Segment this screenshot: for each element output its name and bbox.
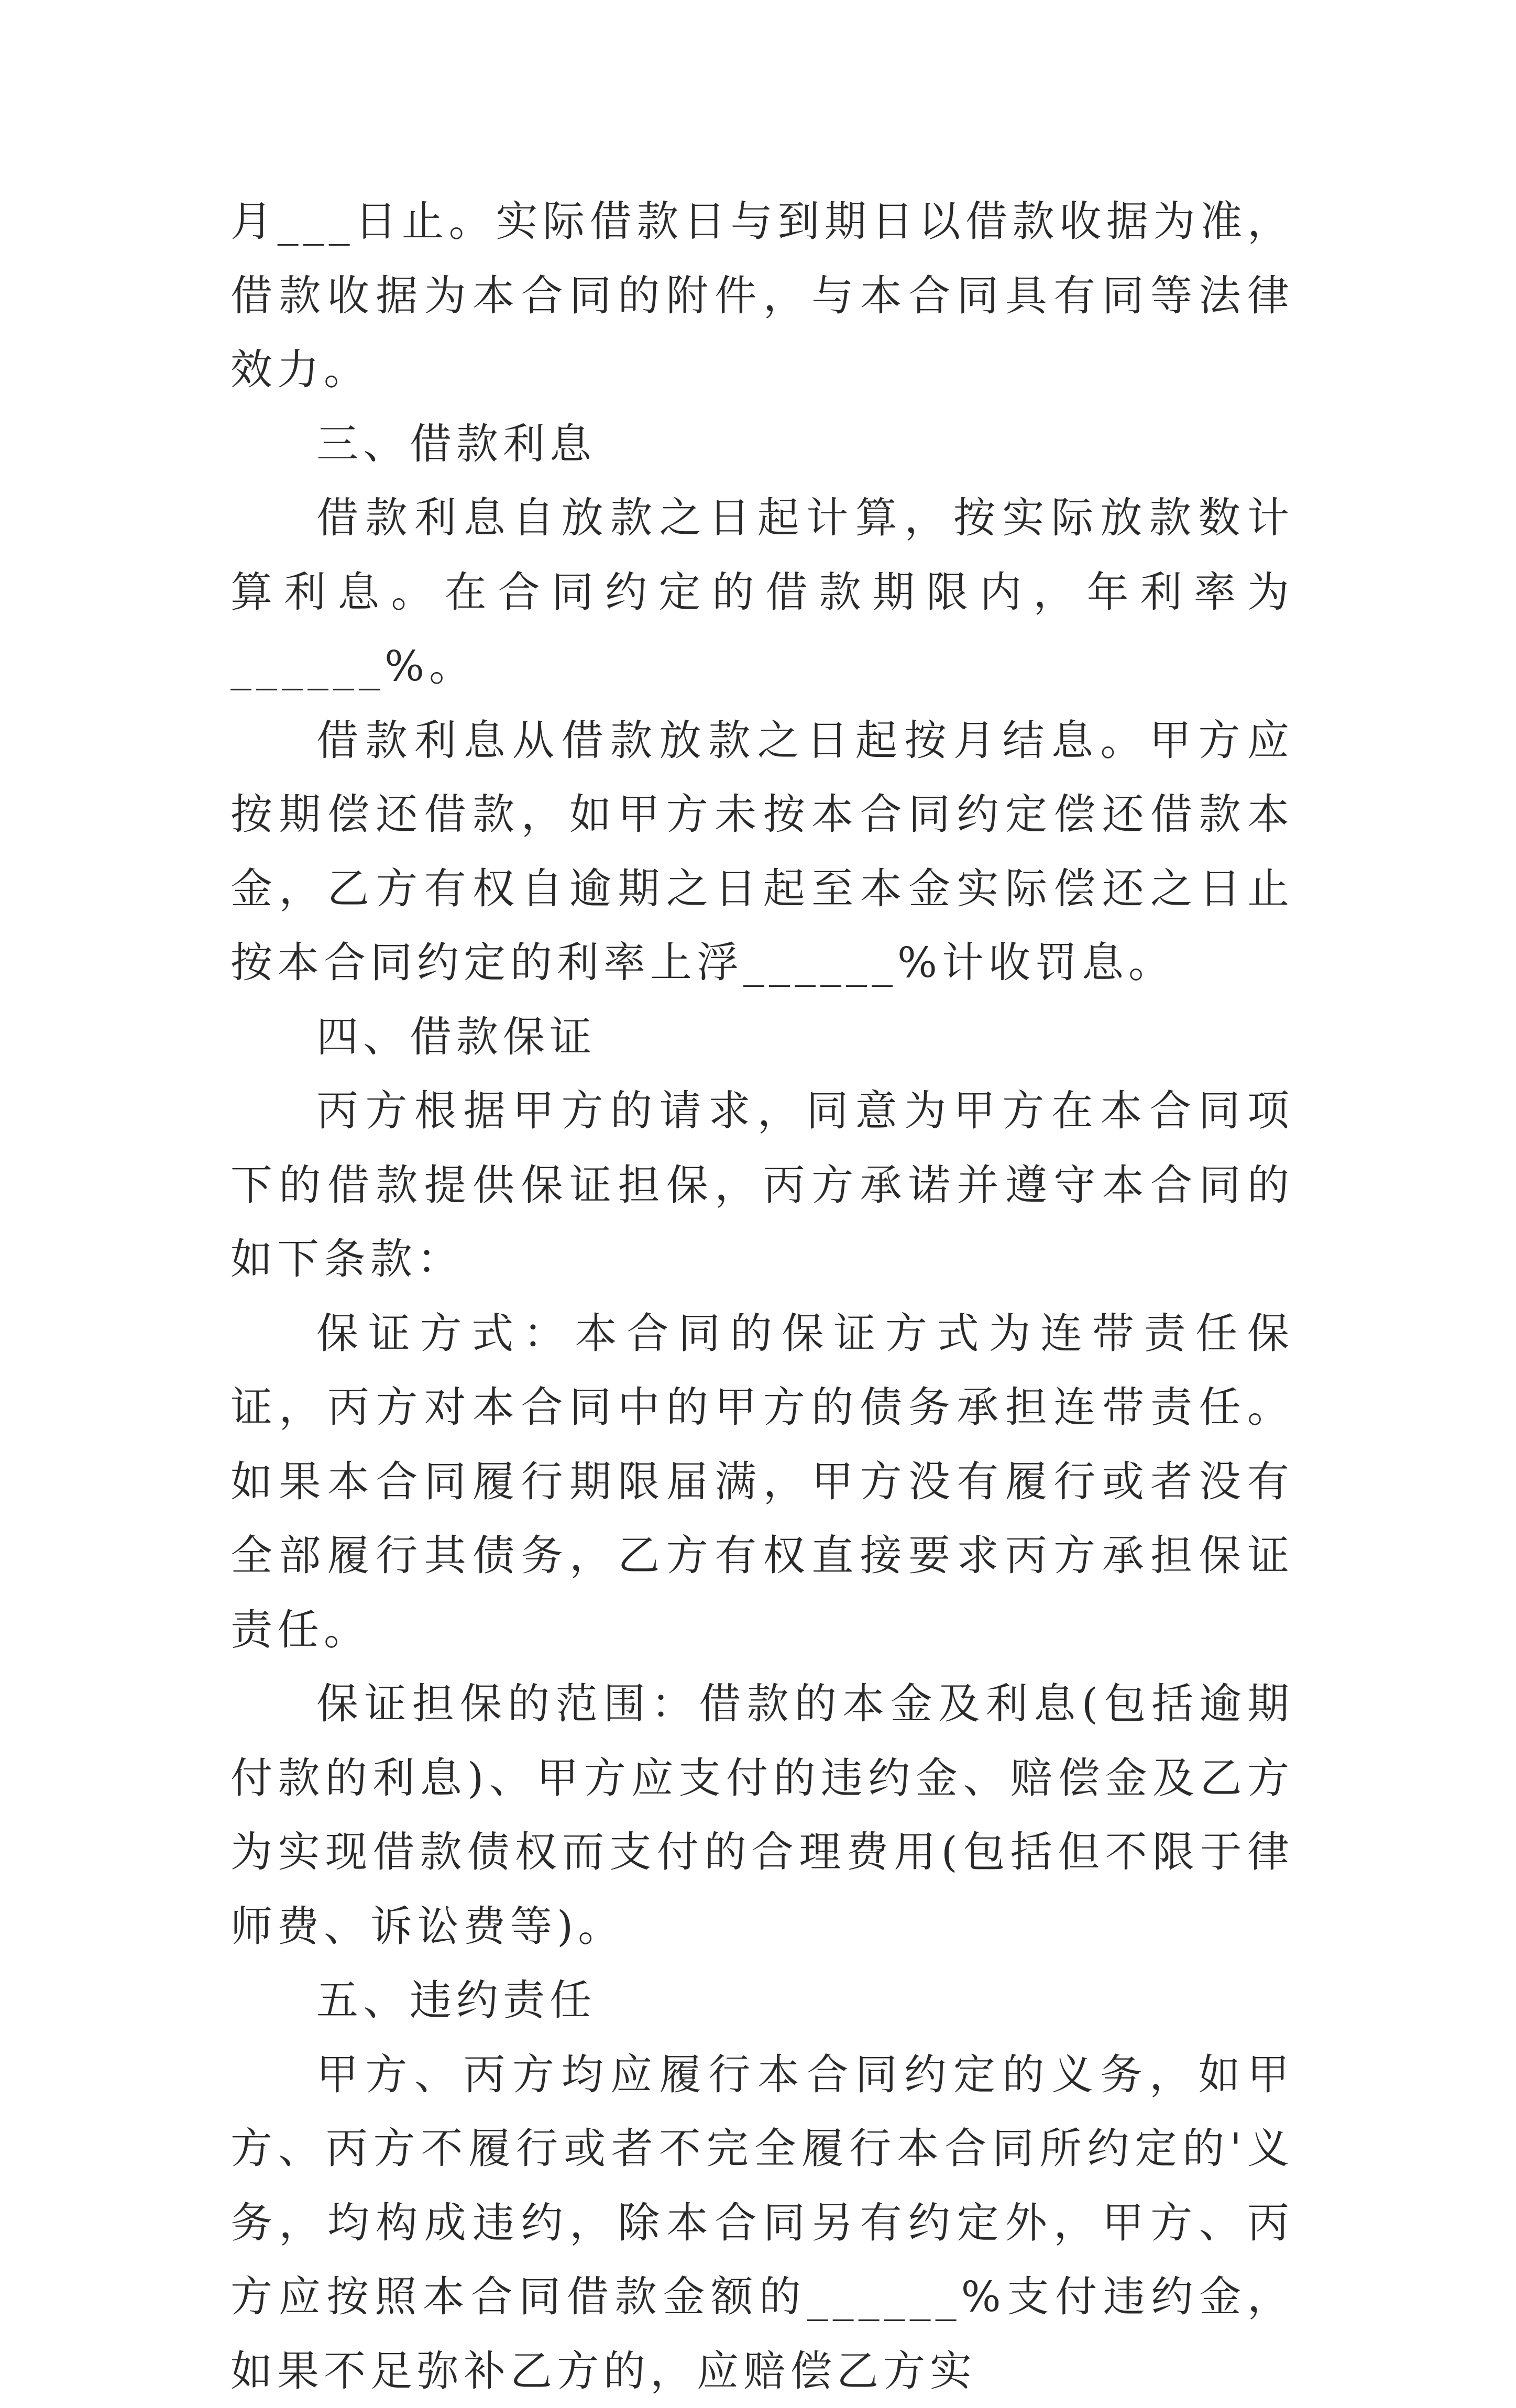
paragraph-guarantee-intro: 丙方根据甲方的请求，同意为甲方在本合同项下的借款提供保证担保，丙方承诺并遵守本合同的如下条款：	[230, 1074, 1294, 1296]
paragraph-liability: 甲方、丙方均应履行本合同约定的义务，如甲方、丙方不履行或者不完全履行本合同所约定的'义务，均构成违约，除本合同另有约定外，甲方、丙方应按照本合同借款金额的______%支付违约金，如果不足弥补乙方的，应赔偿乙方实	[230, 2038, 1294, 2408]
section-heading-interest: 三、借款利息	[230, 407, 1294, 481]
paragraph-guarantee-method: 保证方式：本合同的保证方式为连带责任保证，丙方对本合同中的甲方的债务承担连带责任。如果本合同履行期限届满，甲方没有履行或者没有全部履行其债务，乙方有权直接要求丙方承担保证责任。	[230, 1296, 1294, 1667]
paragraph-interest-settlement: 借款利息从借款放款之日起按月结息。甲方应按期偿还借款，如甲方未按本合同约定偿还借款本金，乙方有权自逾期之日起至本金实际偿还之日止按本合同约定的利率上浮______%计收罚息。	[230, 703, 1294, 1000]
paragraph-guarantee-scope: 保证担保的范围：借款的本金及利息(包括逾期付款的利息)、甲方应支付的违约金、赔偿金及乙方为实现借款债权而支付的合理费用(包括但不限于律师费、诉讼费等)。	[230, 1667, 1294, 1963]
contract-text	[230, 184, 1294, 2408]
section-heading-liability: 五、违约责任	[230, 1963, 1294, 2038]
paragraph-interest-calculation: 借款利息自放款之日起计算，按实际放款数计算利息。在合同约定的借款期限内，年利率为______%。	[230, 481, 1294, 703]
section-heading-guarantee: 四、借款保证	[230, 1000, 1294, 1074]
paragraph-continuation: 月___日止。实际借款日与到期日以借款收据为准，借款收据为本合同的附件，与本合同具有同等法律效力。	[230, 184, 1294, 407]
